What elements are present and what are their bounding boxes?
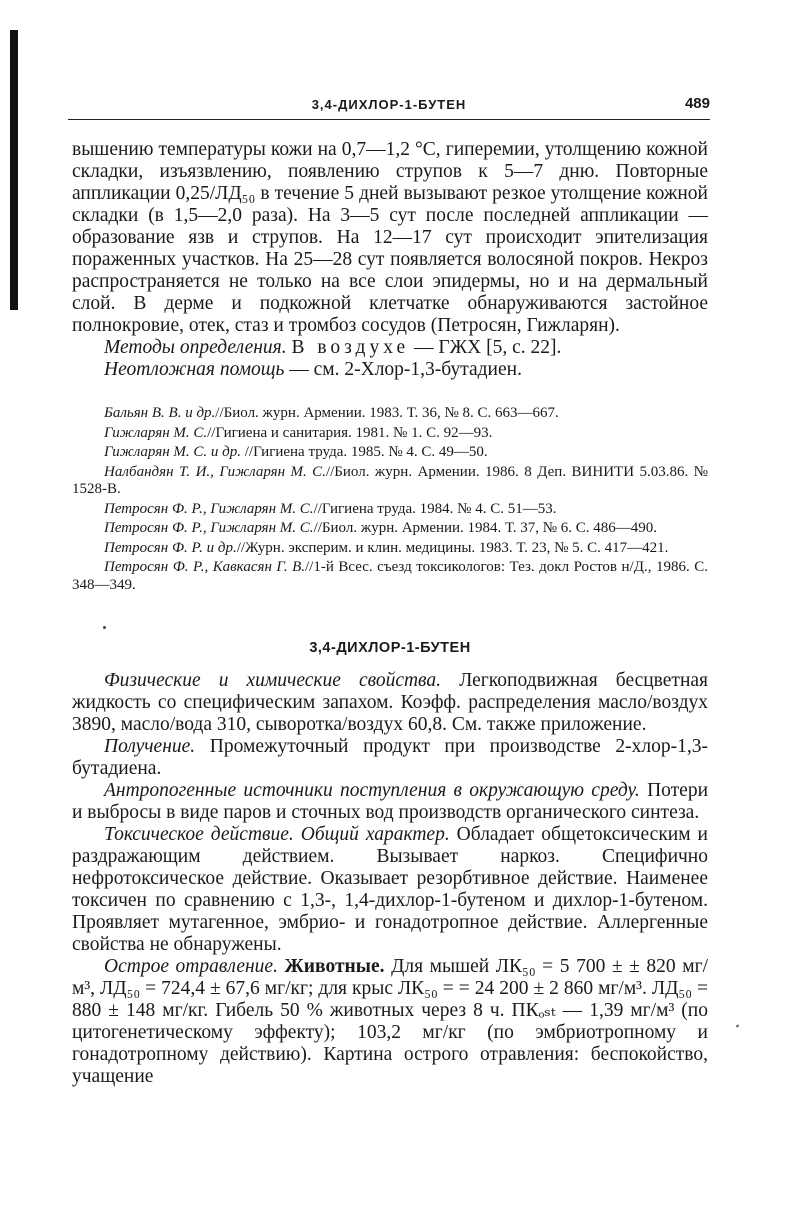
paragraph-obtaining — [72, 736, 708, 780]
margin-mark — [736, 1024, 740, 1027]
reference-authors: Гижларян М. С. и др. — [104, 444, 241, 460]
paragraph-methods — [72, 337, 708, 359]
page-header — [68, 95, 710, 120]
sources-text: Потери и выбросы в виде паров и сточных вод производств органического синтеза. — [72, 780, 708, 823]
reference-source: //Биол. журн. Армении. 1984. Т. 37, № 6. С. 486—490. — [313, 520, 658, 536]
running-title: 3,4-ДИХЛОР-1-БУТЕН — [311, 97, 467, 112]
acute-label: Острое отравление. — [104, 956, 278, 977]
obtaining-label: Получение. — [104, 736, 196, 757]
section-body — [72, 670, 708, 1088]
reference-item — [72, 540, 708, 558]
reference-item — [72, 425, 708, 443]
paragraph-sources — [72, 780, 708, 824]
reference-authors: Бальян В. В. и др. — [104, 405, 216, 421]
paragraph-acute — [72, 956, 708, 1088]
first-aid-rest: — см. 2-Хлор-1,3-бутадиен. — [289, 359, 522, 380]
section-title: 3,4-ДИХЛОР-1-БУТЕН — [309, 640, 471, 656]
scan-edge-bar — [10, 30, 18, 310]
methods-label: Методы определения. — [104, 337, 287, 358]
reference-item — [72, 559, 708, 594]
reference-source: //Гигиена труда. 1985. № 4. С. 49—50. — [240, 444, 488, 460]
reference-item — [72, 501, 708, 519]
properties-text: Легкоподвижная бесцветная жидкость со специфическим запахом. Коэфф. распределения масло/воздух 3890, масло/вода 310, сыворотка/воздух 60,8. См. также приложение. — [72, 670, 709, 735]
reference-source: //Гигиена труда. 1984. № 4. С. 51—53. — [313, 500, 557, 517]
paragraph-properties — [72, 670, 708, 736]
reference-authors: Петросян Ф. Р. и др. — [104, 539, 237, 556]
reference-item — [72, 444, 708, 462]
reference-item — [72, 464, 708, 499]
methods-air: В воздухе — [291, 337, 410, 358]
reference-source: //Биол. журн. Армении. 1986. 8 Деп. ВИНИТИ 5.03.86. № 1528-В. — [72, 463, 708, 497]
reference-list — [72, 405, 708, 596]
reference-authors: Петросян Ф. Р., Гижларян М. С. — [104, 500, 314, 517]
paragraph-toxic — [72, 824, 708, 956]
paragraph-first-aid — [72, 359, 708, 381]
continuation-text — [72, 139, 708, 381]
toxic-text: Обладает общетоксическим и раздражающим действием. Вызывает наркоз. Специфично нефротоксическое действие. Оказывает резорбтивное действие. Наименее токсичен по сравнению с 1,3-, 1,4-дихлор-1-бутеном и дихлор-1-бутеном. Проявляет мутагенное, эмбрио- и гонадотропное действие. Аллергенные свойства не обнаружены. — [72, 824, 708, 955]
reference-source: //1-й Всес. съезд токсикологов: Тез. докл Ростов н/Д., 1986. С. 348—349. — [72, 559, 708, 593]
page-number: 489 — [684, 95, 710, 112]
first-aid-label: Неотложная помощь — [104, 359, 285, 380]
paragraph-dermal: вышению температуры кожи на 0,7—1,2 °С, гиперемии, утолщению кожной складки, изъязвлению, появлению струпов к 5—7 дню. Повторные аппликации 0,25/ЛД₅₀ в течение 5 дней вызывают резкое утолщение кожной складки (в 1,5—2,0 раза). На 3—5 сут после последней аппликации — образование язв и струпов. На 12—17 сут происходит эпителизация пораженных участков. На 25—28 сут появляется волосяной покров. Некроз распространяется не только на все слои эпидермы, но и на дермальный слой. В дерме и подкожной клетчатке обнаруживаются застойное полнокровие, отек, стаз и тромбоз сосудов (Петросян, Гижларян). — [72, 139, 708, 336]
obtaining-text: Промежуточный продукт при производстве 2-хлор-1,3-бутадиена. — [72, 736, 708, 779]
reference-source: //Гигиена и санитария. 1981. № 1. С. 92—93. — [207, 424, 493, 441]
sources-label: Антропогенные источники поступления в окружающую среду. — [104, 780, 640, 801]
reference-item — [72, 405, 708, 423]
stray-dot — [103, 626, 106, 629]
reference-authors: Гижларян М. С. — [104, 424, 208, 441]
reference-source: //Журн. эксперим. и клин. медицины. 1983. Т. 23, № 5. С. 417—421. — [236, 539, 669, 556]
reference-authors: Налбандян Т. И., Гижларян М. С. — [104, 463, 326, 480]
reference-item — [72, 520, 708, 538]
reference-source: //Биол. журн. Армении. 1983. Т. 36, № 8. С. 663—667. — [215, 405, 559, 421]
methods-rest: — ГЖХ [5, с. 22]. — [414, 337, 562, 358]
toxic-label: Токсическое действие. Общий характер. — [104, 824, 450, 845]
reference-authors: Петросян Ф. Р., Кавкасян Г. В. — [104, 559, 305, 575]
properties-label: Физические и химические свойства. — [104, 670, 442, 691]
acute-animals-label: Животные. — [284, 956, 385, 977]
reference-authors: Петросян Ф. Р., Гижларян М. С. — [104, 520, 314, 536]
acute-text: Для мышей ЛК₅₀ = 5 700 ± ± 820 мг/м³, ЛД₅₀ = 724,4 ± 67,6 мг/кг; для крыс ЛК₅₀ = = 24 200 ± 2 860 мг/м³. ЛД₅₀ = 880 ± 148 мг/кг. Гибель 50 % животных через 8 ч. ПКₒₛₜ — 1,39 мг/м³ (по цитогенетическому эффекту); 103,2 мг/кг (по эмбриотропному и гонадотропному действию). Картина острого отравления: беспокойство, учащение — [72, 956, 709, 1087]
